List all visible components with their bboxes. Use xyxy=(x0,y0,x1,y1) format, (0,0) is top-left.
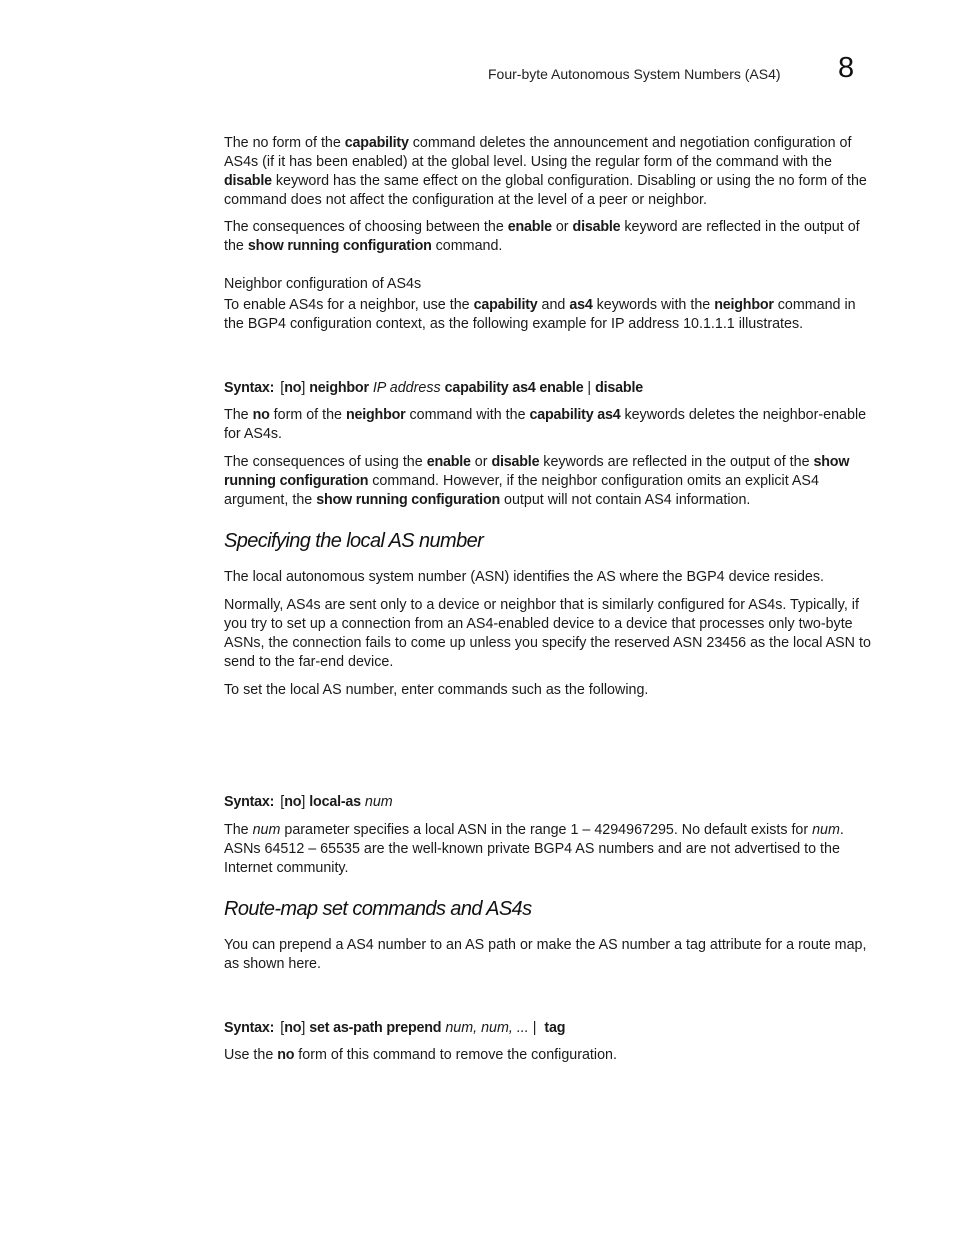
keyword: no xyxy=(284,794,302,810)
keyword: capability as4 enable xyxy=(444,380,584,396)
keyword: neighbor xyxy=(309,380,369,396)
keyword: disable xyxy=(572,219,621,235)
keyword: no xyxy=(284,1020,302,1036)
text: To enable AS4s for a neighbor, use the xyxy=(224,297,474,313)
paragraph-consequences-neighbor xyxy=(224,453,874,510)
keyword: no xyxy=(277,1047,295,1063)
syntax-neighbor-capability xyxy=(224,379,643,398)
paragraph-local-asn: The local autonomous system number (ASN) identifies the AS where the BGP4 device resides. xyxy=(224,569,824,585)
argument: num, num, ... xyxy=(445,1020,529,1036)
text: or xyxy=(470,454,492,470)
keyword: local-as xyxy=(309,794,361,810)
keyword: tag xyxy=(544,1020,566,1036)
syntax-set-as-path xyxy=(224,1019,565,1038)
keyword: as4 xyxy=(569,297,593,313)
argument: num xyxy=(812,822,840,838)
text: keywords deletes the neighbor-enable for AS4s. xyxy=(224,407,867,442)
text: Use the xyxy=(224,1047,278,1063)
keyword: neighbor xyxy=(345,407,406,423)
text: The xyxy=(224,407,253,423)
text: command. However, if the neighbor configuration omits an explicit AS4 argument, the xyxy=(224,472,819,508)
keyword: no xyxy=(284,380,302,396)
syntax-local-as xyxy=(224,793,393,812)
text: ] xyxy=(301,794,310,810)
neighbor-subheading: Neighbor configuration of AS4s xyxy=(224,276,422,292)
argument: num xyxy=(364,794,393,810)
syntax-label: Syntax: xyxy=(224,794,275,810)
keyword: disable xyxy=(595,380,643,396)
text: keyword has the same effect on the global configuration. Disabling or using the no form of the command does not affect the configuration at the level of a peer or neighbor. xyxy=(224,172,867,208)
text: The no form of the xyxy=(224,135,345,151)
keyword: neighbor xyxy=(714,297,774,313)
paragraph-as4-typical: Normally, AS4s are sent only to a device or neighbor that is similarly configured for AS4s. Typically, if you try to set up a connection from an AS4-enabled device to a device that processes only two-byte ASNs, the connection fails to come up unless you specify the reserved ASN 23456 as the local ASN to send to the far-end device. xyxy=(224,597,871,670)
keyword: show running configuration xyxy=(316,491,501,508)
text: command. xyxy=(431,237,503,254)
paragraph-no-neighbor xyxy=(224,406,874,444)
argument: num xyxy=(252,822,281,838)
text: ] xyxy=(301,1020,310,1036)
keyword: set as-path prepend xyxy=(309,1020,442,1036)
keyword: enable xyxy=(426,454,471,470)
keyword: capability xyxy=(473,297,538,313)
text: | xyxy=(583,380,596,396)
syntax-label: Syntax: xyxy=(224,380,275,396)
keyword: show running configuration xyxy=(224,454,850,489)
section-heading-local-as: Specifying the local AS number xyxy=(224,530,484,552)
paragraph-num-parameter xyxy=(224,821,874,878)
keyword: disable xyxy=(224,172,272,189)
paragraph-prepend-as4: You can prepend a AS4 number to an AS path or make the AS number a tag attribute for a route map, as shown here. xyxy=(224,937,867,972)
syntax-label: Syntax: xyxy=(224,1020,275,1036)
argument: IP address xyxy=(372,380,441,396)
text: or xyxy=(551,219,573,235)
text: The xyxy=(224,822,253,838)
paragraph-no-form-remove xyxy=(224,1046,874,1065)
text: parameter specifies a local ASN in the range 1 – 4294967295. No default exists for xyxy=(280,822,813,838)
text: form of this command to remove the configuration. xyxy=(294,1047,617,1063)
keyword: disable xyxy=(491,454,540,470)
text: and xyxy=(537,297,570,313)
text: keyword are reflected in the output of the xyxy=(224,219,860,254)
text: The consequences of choosing between the xyxy=(224,219,508,235)
text: command with the xyxy=(405,407,530,423)
paragraph-consequences-global xyxy=(224,218,874,256)
header-title: Four-byte Autonomous System Numbers (AS4) xyxy=(488,66,781,82)
text: [ xyxy=(280,380,285,396)
keyword: capability xyxy=(344,135,409,151)
text: keywords are reflected in the output of the xyxy=(539,454,814,470)
text: keywords with the xyxy=(592,297,715,313)
text: [ xyxy=(280,1020,285,1036)
text: output will not contain AS4 information. xyxy=(500,491,751,508)
text: command deletes the announcement and negotiation configuration of AS4s (if it has been enabled) at the global level. Using the regular form of the command with the xyxy=(224,135,852,170)
keyword: no xyxy=(252,407,270,423)
chapter-number: 8 xyxy=(838,52,855,84)
text: . ASNs 64512 – 65535 are the well-known private BGP4 AS numbers and are not advertised to the Internet community. xyxy=(224,822,844,876)
text: | xyxy=(528,1020,545,1036)
text: form of the xyxy=(269,407,346,423)
text: ] xyxy=(301,380,310,396)
paragraph-capability-no-form xyxy=(224,134,874,210)
paragraph-set-local-as: To set the local AS number, enter commands such as the following. xyxy=(224,682,649,698)
keyword: enable xyxy=(507,219,552,235)
keyword: capability as4 xyxy=(529,407,621,423)
text: The consequences of using the xyxy=(224,454,427,470)
paragraph-enable-neighbor xyxy=(224,296,874,334)
text: command in the BGP4 configuration context, as the following example for IP address 10.1.1.1 illustrates. xyxy=(224,297,856,332)
section-heading-route-map: Route-map set commands and AS4s xyxy=(224,898,532,920)
text: [ xyxy=(280,794,285,810)
keyword: show running configuration xyxy=(247,237,432,254)
